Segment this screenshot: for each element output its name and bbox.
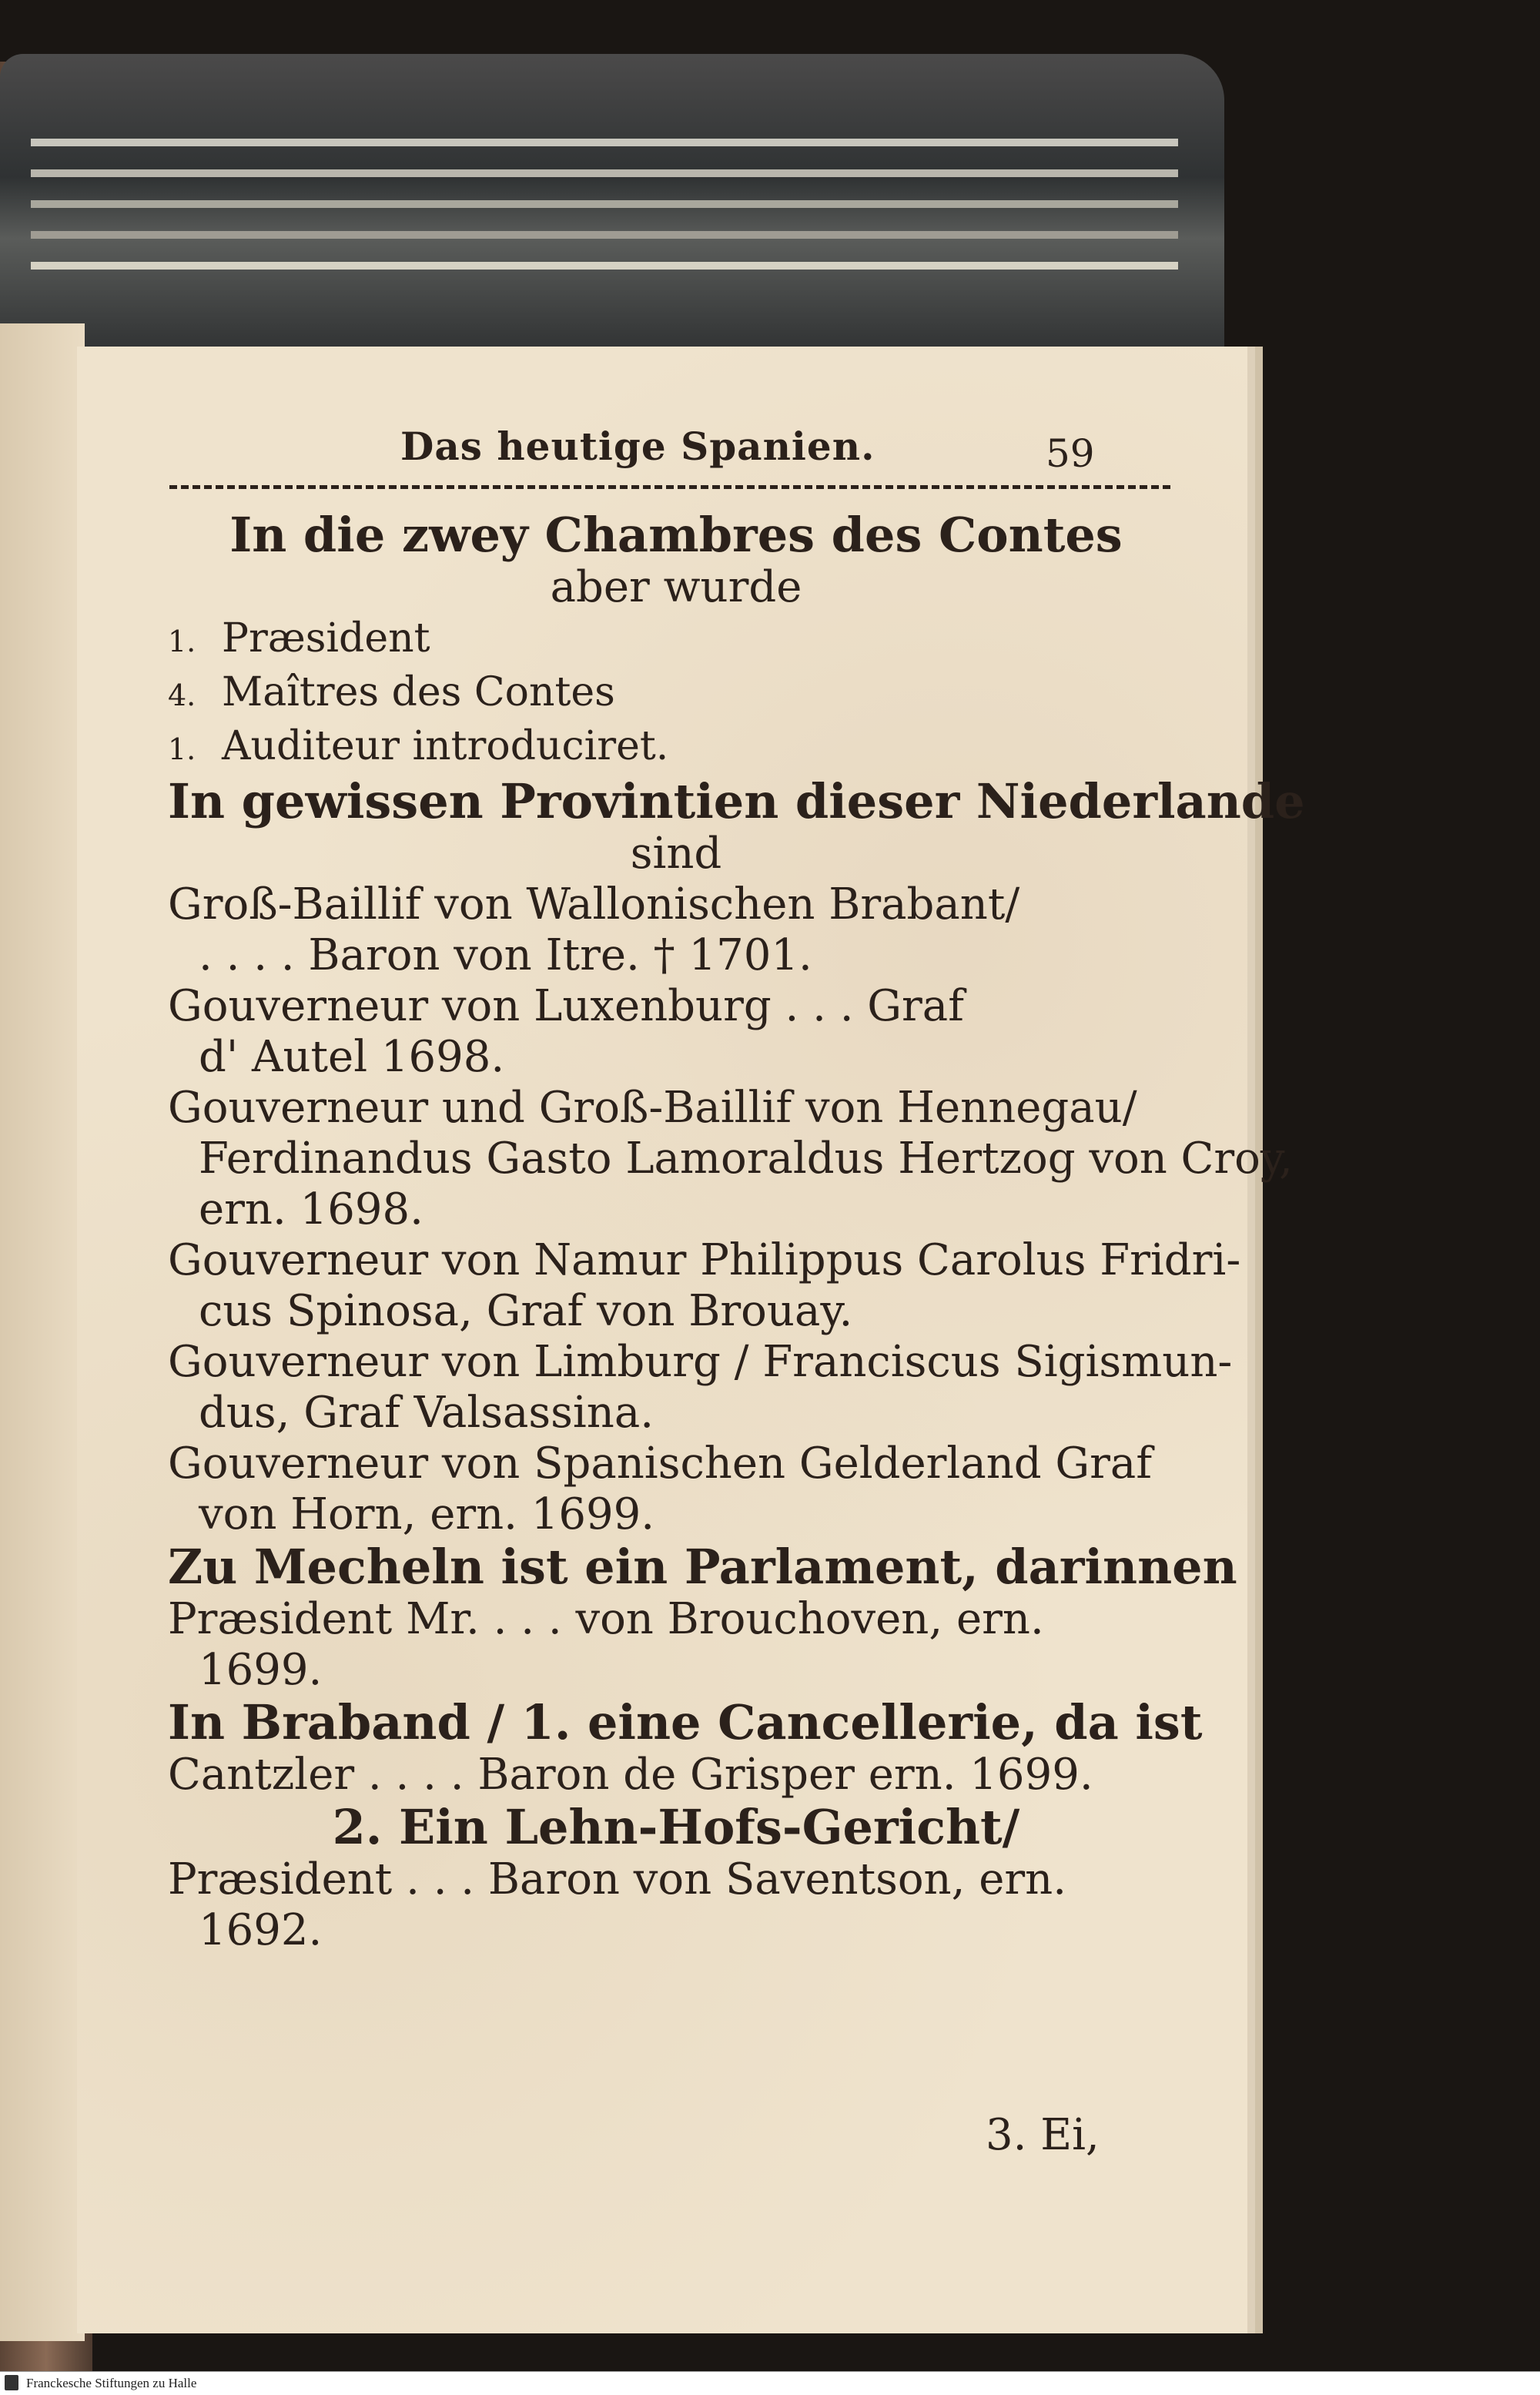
text-line: . . . . Baron von Itre. † 1701. (199, 930, 812, 980)
text-line: 1692. (199, 1905, 323, 1955)
text-line: Gouverneur und Groß-Baillif von Hennegau/ (168, 1083, 1137, 1133)
text-line: d' Autel 1698. (199, 1032, 505, 1082)
footer-credit: Franckesche Stiftungen zu Halle (26, 2376, 197, 2390)
text-line: aber wurde (550, 562, 802, 612)
text-line: 2. Ein Lehn-Hofs-Gericht/ (332, 1799, 1020, 1855)
text-line: Gouverneur von Spanischen Gelderland Graf (168, 1439, 1153, 1489)
facing-page (0, 323, 85, 2341)
header-rule (169, 485, 1170, 489)
running-head: Das heutige Spanien. (400, 424, 875, 469)
text-line (168, 721, 1184, 775)
text-line: dus, Graf Valsassina. (199, 1388, 654, 1438)
text-line (168, 613, 1184, 667)
text-line: Zu Mecheln ist ein Parlament, darinnen (168, 1539, 1237, 1595)
book-edge (0, 54, 1224, 362)
page-text (168, 507, 1305, 1956)
list-number: 1. (168, 732, 196, 766)
text-line: Præsident . . . Baron von Saventson, ern. (168, 1854, 1067, 1904)
text-line (168, 667, 1184, 721)
list-number: 4. (168, 678, 196, 712)
text-line: In Braband / 1. eine Cancellerie, da ist (168, 1694, 1203, 1750)
text-line: Gouverneur von Limburg / Franciscus Sigismun- (168, 1337, 1233, 1387)
list-text: Auditeur introduciret. (222, 723, 669, 769)
text-line: Præsident Mr. . . . von Brouchoven, ern. (168, 1594, 1044, 1644)
catchword: 3. Ei, (986, 2110, 1100, 2160)
text-line: Ferdinandus Gasto Lamoraldus Hertzog von Croy, (199, 1134, 1293, 1184)
text-line: sind (630, 829, 722, 879)
book-page (77, 347, 1305, 2333)
text-line: Gouverneur von Luxenburg . . . Graf (168, 981, 964, 1031)
list-number: 1. (168, 625, 196, 658)
page-number: 59 (1046, 431, 1095, 476)
text-line: In die zwey Chambres des Contes (229, 507, 1123, 563)
text-line: Gouverneur von Namur Philippus Carolus Fridri- (168, 1235, 1241, 1285)
text-line: 1699. (199, 1645, 323, 1695)
footer-bar (0, 2371, 1540, 2395)
text-line: ern. 1698. (199, 1184, 424, 1234)
list-text: Præsident (222, 615, 430, 662)
text-line: von Horn, ern. 1699. (199, 1489, 655, 1539)
institution-logo-icon (5, 2375, 18, 2390)
text-line: Groß-Baillif von Wallonischen Brabant/ (168, 879, 1020, 930)
text-line: cus Spinosa, Graf von Brouay. (199, 1286, 853, 1336)
list-text: Maîtres des Contes (222, 669, 615, 715)
text-line: In gewissen Provintien dieser Niederlande (168, 773, 1305, 829)
text-line: Cantzler . . . . Baron de Grisper ern. 1699. (168, 1750, 1093, 1800)
